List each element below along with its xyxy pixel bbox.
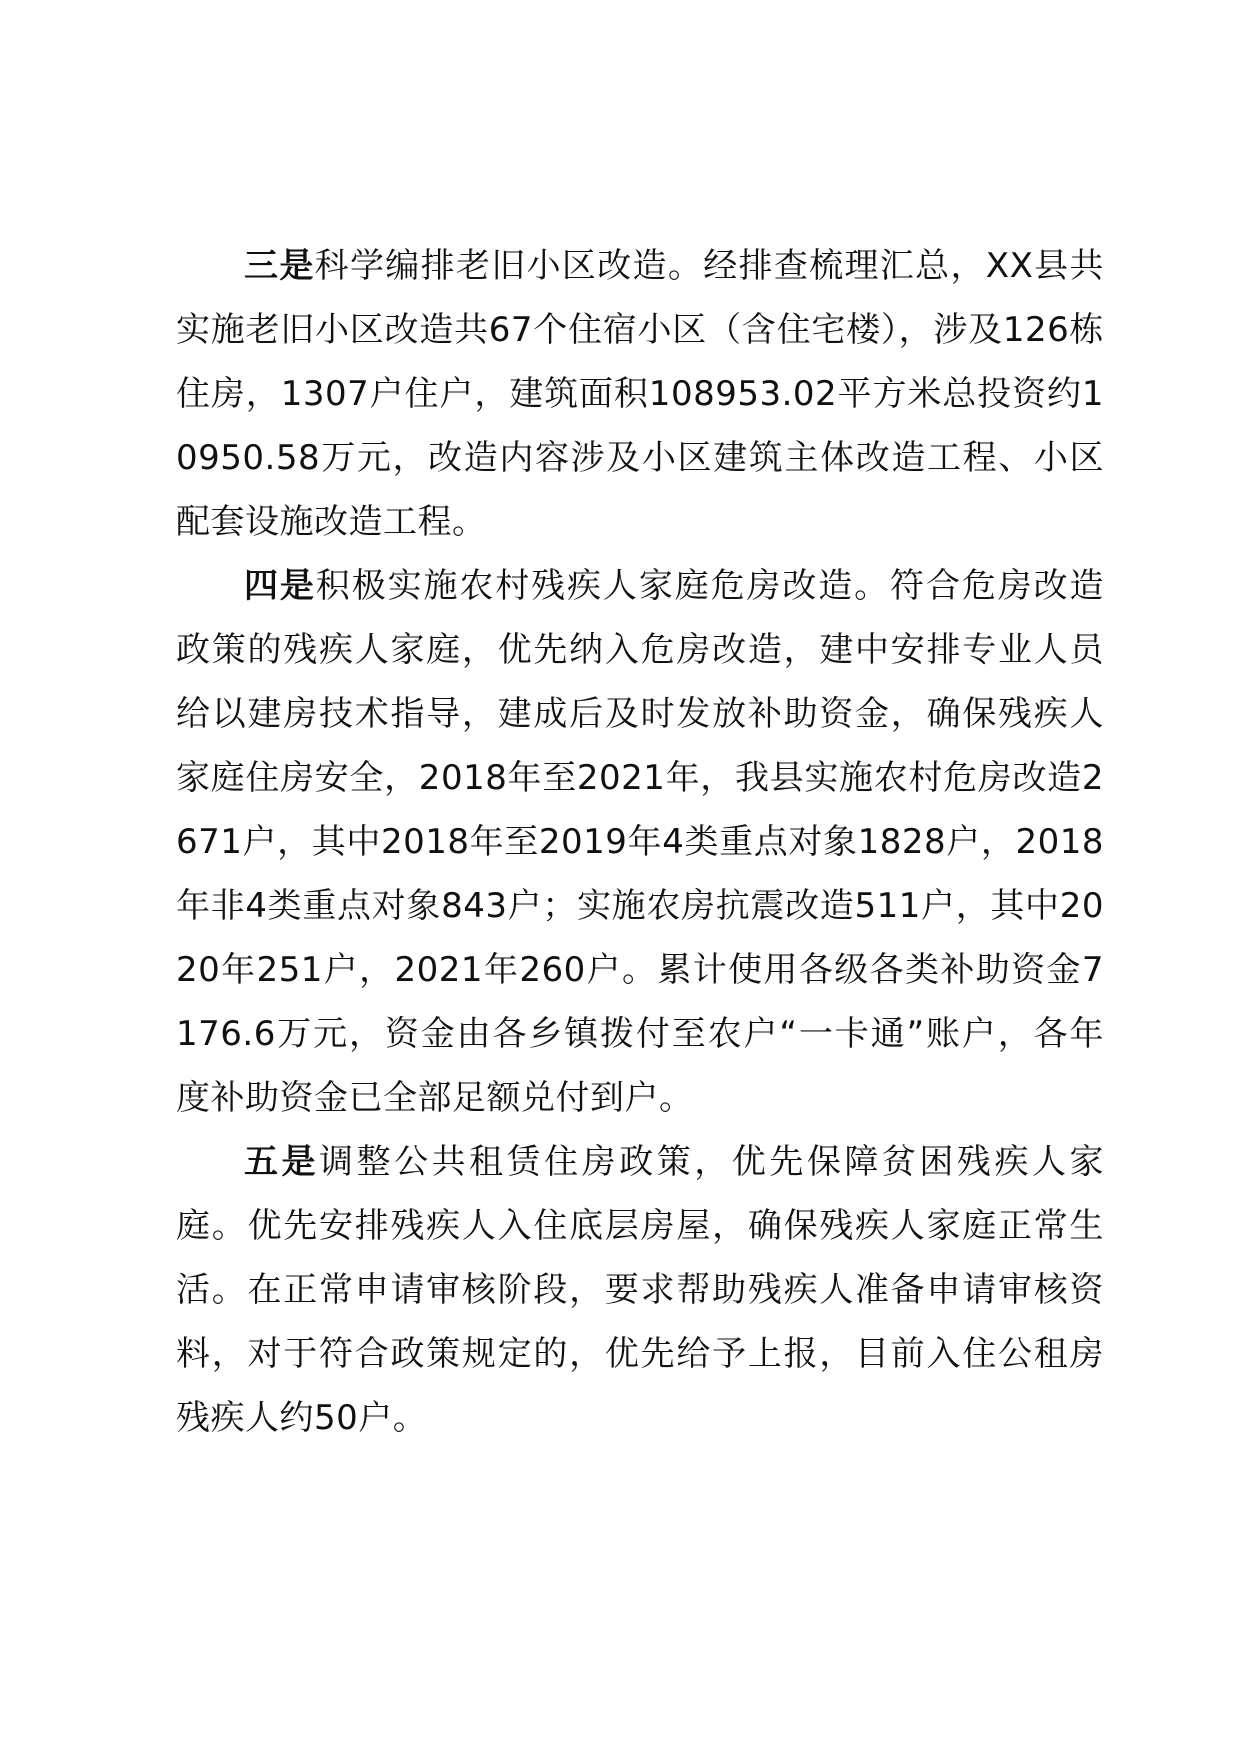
paragraph-text: 科学编排老旧小区改造。经排查梳理汇总，XX县共实施老旧小区改造共67个住宿小区（含住宅楼），涉及126栋住房，1307户住户，建筑面积108953.02平方米总投资约10950.58万元，改造内容涉及小区建筑主体改造工程、小区配套设施改造工程。 — [176, 246, 1105, 542]
paragraph-old-community-renovation — [176, 234, 1104, 554]
paragraph-lead: 五是 — [244, 1142, 320, 1182]
paragraph-text: 调整公共租赁住房政策，优先保障贫困残疾人家庭。优先安排残疾人入住底层房屋，确保残疾人家庭正常生活。在正常申请审核阶段，要求帮助残疾人准备申请审核资料，对于符合政策规定的，优先给予上报，目前入住公租房残疾人约50户。 — [176, 1142, 1104, 1438]
paragraph-text: 积极实施农村残疾人家庭危房改造。符合危房改造政策的残疾人家庭，优先纳入危房改造，建中安排专业人员给以建房技术指导，建成后及时发放补助资金，确保残疾人家庭住房安全，2018年至2021年，我县实施农村危房改造2671户，其中2018年至2019年4类重点对象1828户，2018年非4类重点对象843户；实施农房抗震改造511户，其中2020年251户，2021年260户。累计使用各级各类补助资金7176.6万元，资金由各乡镇拨付至农户“一卡通”账户，各年度补助资金已全部足额兑付到户。 — [176, 566, 1105, 1118]
paragraph-rural-housing-renovation — [176, 554, 1104, 1130]
paragraph-lead: 三是 — [244, 246, 315, 286]
document-body — [176, 234, 1104, 1450]
paragraph-lead: 四是 — [244, 566, 316, 606]
paragraph-public-rental-housing — [176, 1130, 1104, 1450]
